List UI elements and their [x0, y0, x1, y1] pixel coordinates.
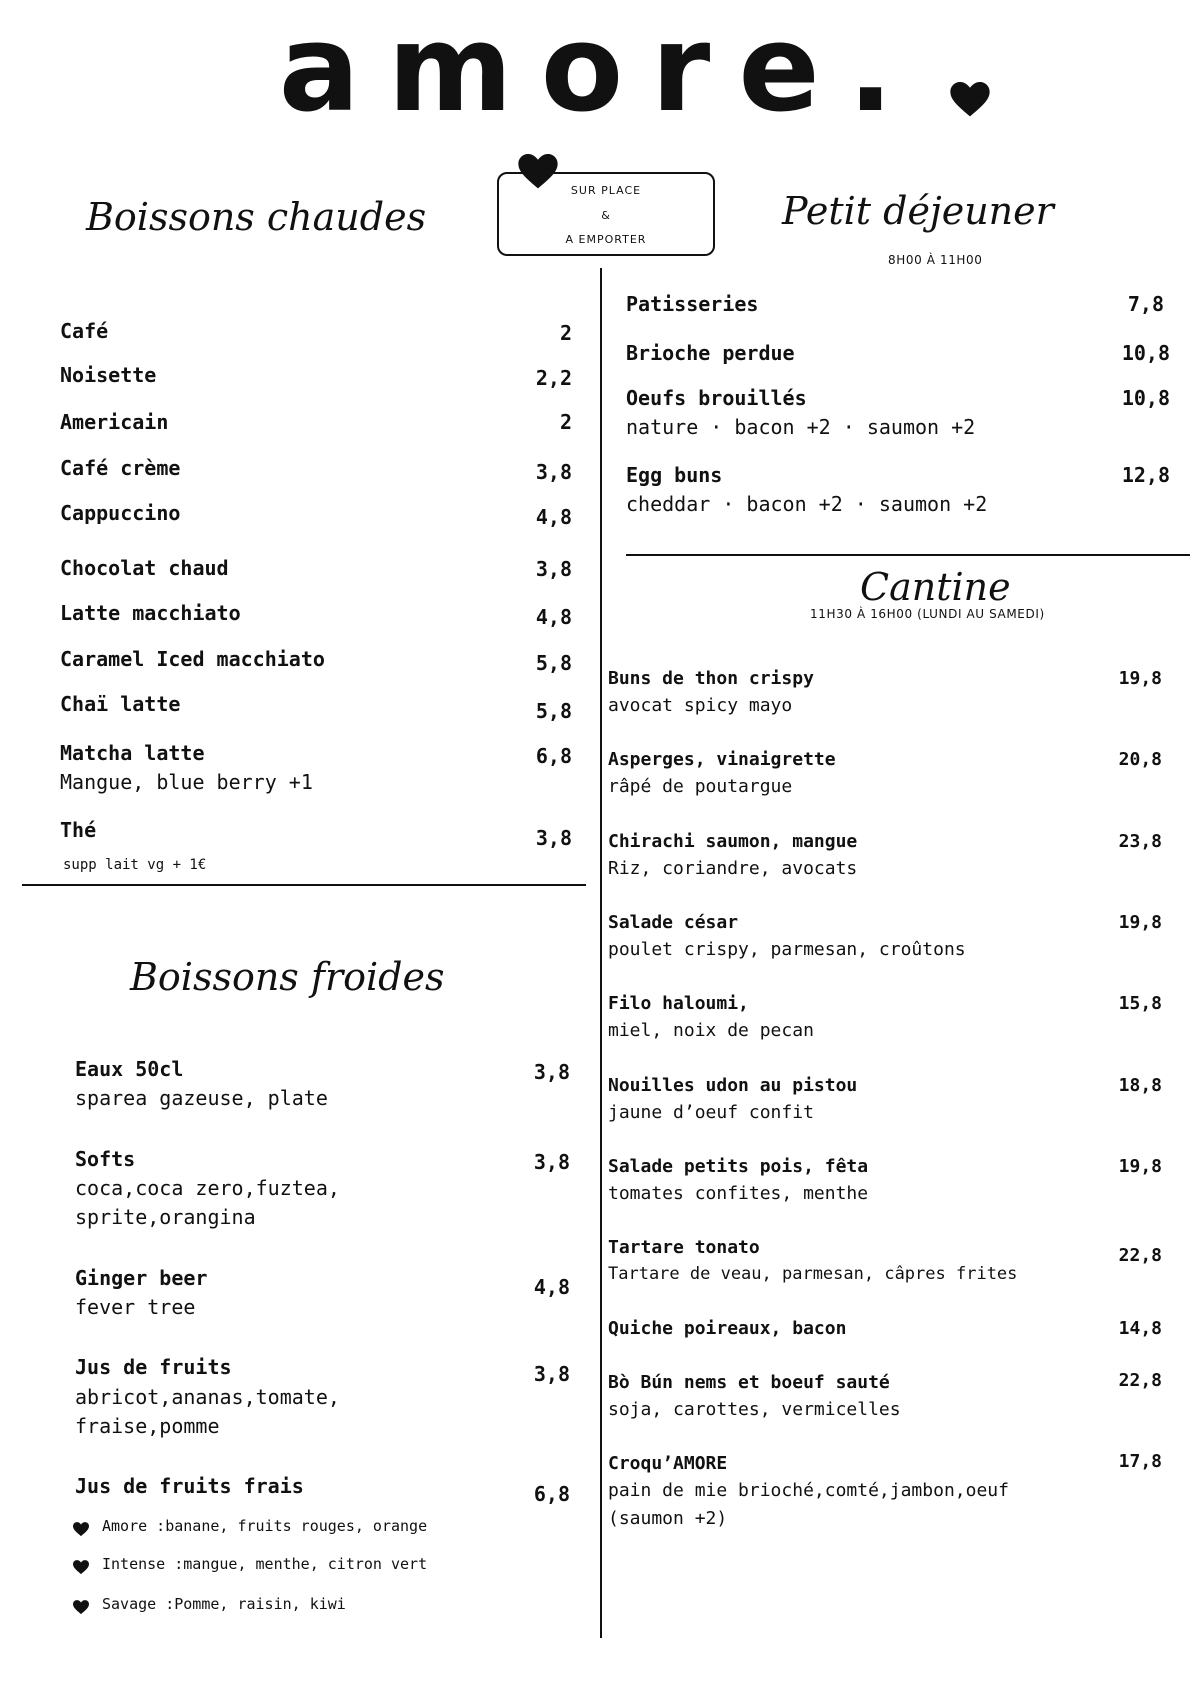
cantine-hours: 11H30 À 16H00 (LUNDI AU SAMEDI): [810, 607, 1045, 621]
cold-drinks-title: Boissons froides: [130, 955, 445, 999]
menu-item-name: Café crème: [60, 456, 181, 480]
menu-item-desc: pain de mie brioché,comté,jambon,oeuf: [608, 1480, 1009, 1501]
menu-item-price: 19,8: [1118, 1156, 1162, 1177]
menu-item-price: 10,8: [1121, 341, 1170, 365]
menu-item-price: 2,2: [535, 366, 572, 390]
menu-item-name: Eaux 50cl: [75, 1057, 184, 1081]
menu-item-price: 4,8: [535, 605, 572, 629]
menu-item-name: Bò Bún nems et boeuf sauté: [608, 1372, 890, 1393]
menu-item-desc: miel, noix de pecan: [608, 1020, 814, 1041]
menu-item-price: 19,8: [1118, 912, 1162, 933]
menu-item-name: Thé: [60, 818, 97, 842]
menu-item-name: Croqu’AMORE: [608, 1453, 728, 1474]
fresh-juice-amore: Amore :banane, fruits rouges, orange: [102, 1517, 428, 1535]
menu-item-price: 10,8: [1121, 386, 1170, 410]
menu-item-name: Jus de fruits: [75, 1355, 232, 1379]
menu-item-desc: cheddar · bacon +2 · saumon +2: [626, 492, 988, 516]
menu-item-name: Ginger beer: [75, 1266, 208, 1290]
menu-item-desc: avocat spicy mayo: [608, 695, 793, 716]
menu-item-desc: coca,coca zero,fuztea,: [75, 1176, 340, 1200]
menu-item-desc: tomates confites, menthe: [608, 1183, 869, 1204]
menu-item-price: 3,8: [533, 1060, 570, 1084]
menu-item-name: Softs: [75, 1147, 136, 1171]
menu-item-name: Brioche perdue: [626, 341, 795, 365]
menu-item-price: 4,8: [535, 505, 572, 529]
menu-item-desc: Mangue, blue berry +1: [60, 770, 313, 794]
menu-item-desc: sprite,orangina: [75, 1205, 256, 1229]
menu-item-desc: poulet crispy, parmesan, croûtons: [608, 939, 966, 960]
menu-item-name: Tartare tonato: [608, 1237, 760, 1258]
menu-item-name: Café: [60, 319, 109, 343]
heart-bullet-icon: [73, 1560, 89, 1575]
menu-item-name: Chocolat chaud: [60, 556, 229, 580]
menu-item-price: 6,8: [535, 744, 572, 768]
heart-icon: [518, 154, 558, 190]
menu-item-price: 22,8: [1118, 1370, 1162, 1391]
menu-item-name: Egg buns: [626, 463, 723, 487]
menu-item-price: 12,8: [1121, 463, 1170, 487]
menu-item-desc: fever tree: [75, 1295, 196, 1319]
hot-drinks-divider: [22, 884, 586, 886]
menu-item-desc: (saumon +2): [608, 1508, 728, 1529]
menu-item-price: 15,8: [1118, 993, 1162, 1014]
menu-item-name: Americain: [60, 410, 169, 434]
fresh-juice-savage: Savage :Pomme, raisin, kiwi: [102, 1595, 346, 1613]
badge-line-emporter: A EMPORTER: [565, 233, 647, 246]
menu-item-desc: soja, carottes, vermicelles: [608, 1399, 901, 1420]
menu-item-name: Salade césar: [608, 912, 739, 933]
menu-item-desc: fraise,pomme: [75, 1414, 220, 1438]
fresh-juice-intense: Intense :mangue, menthe, citron vert: [102, 1555, 428, 1573]
menu-item-price: 6,8: [533, 1482, 570, 1506]
menu-item-price: 2: [559, 410, 572, 434]
heart-bullet-icon: [73, 1522, 89, 1537]
menu-item-price: 2: [559, 321, 572, 345]
menu-item-name: Noisette: [60, 363, 157, 387]
menu-item-name: Oeufs brouillés: [626, 386, 807, 410]
column-divider: [600, 268, 602, 1638]
menu-item-price: 17,8: [1118, 1451, 1162, 1472]
menu-item-price: 23,8: [1118, 831, 1162, 852]
menu-item-price: 18,8: [1118, 1075, 1162, 1096]
menu-item-price: 14,8: [1118, 1318, 1162, 1339]
menu-item-price: 19,8: [1118, 668, 1162, 689]
brand-logo: amore.: [278, 0, 922, 139]
menu-item-price: 4,8: [533, 1275, 570, 1299]
menu-item-name: Cappuccino: [60, 501, 181, 525]
menu-item-desc: abricot,ananas,tomate,: [75, 1385, 340, 1409]
menu-item-price: 3,8: [535, 557, 572, 581]
plant-milk-note: supp lait vg + 1€: [63, 857, 207, 873]
hot-drinks-title: Boissons chaudes: [86, 195, 427, 239]
menu-item-name: Chirachi saumon, mangue: [608, 831, 858, 852]
menu-item-desc: râpé de poutargue: [608, 776, 793, 797]
menu-item-price: 3,8: [533, 1150, 570, 1174]
menu-item-desc: sparea gazeuse, plate: [75, 1086, 328, 1110]
menu-item-name: Patisseries: [626, 292, 759, 316]
menu-item-name: Matcha latte: [60, 741, 205, 765]
cantine-title: Cantine: [860, 565, 1011, 609]
menu-item-name: Latte macchiato: [60, 601, 241, 625]
heart-bullet-icon: [73, 1600, 89, 1615]
menu-item-name: Asperges, vinaigrette: [608, 749, 836, 770]
menu-item-name: Caramel Iced macchiato: [60, 647, 325, 671]
menu-item-name: Jus de fruits frais: [75, 1474, 304, 1498]
menu-item-desc: Riz, coriandre, avocats: [608, 858, 858, 879]
breakfast-title: Petit déjeuner: [782, 189, 1054, 233]
breakfast-hours: 8H00 À 11H00: [888, 253, 983, 267]
menu-item-price: 20,8: [1118, 749, 1162, 770]
heart-icon: [950, 82, 990, 118]
menu-item-price: 7,8: [1127, 292, 1164, 316]
menu-item-name: Chaï latte: [60, 692, 181, 716]
menu-item-desc: Tartare de veau, parmesan, câpres frites: [608, 1264, 1018, 1284]
menu-item-desc: nature · bacon +2 · saumon +2: [626, 415, 976, 439]
breakfast-divider: [626, 554, 1190, 556]
menu-item-name: Salade petits pois, fêta: [608, 1156, 869, 1177]
menu-item-price: 5,8: [535, 699, 572, 723]
menu-item-name: Buns de thon crispy: [608, 668, 814, 689]
menu-item-price: 5,8: [535, 651, 572, 675]
badge-line-sur-place: SUR PLACE: [570, 184, 642, 197]
menu-item-price: 3,8: [533, 1362, 570, 1386]
menu-item-name: Nouilles udon au pistou: [608, 1075, 858, 1096]
menu-item-name: Filo haloumi,: [608, 993, 749, 1014]
menu-item-desc: jaune d’oeuf confit: [608, 1102, 814, 1123]
menu-item-price: 22,8: [1118, 1245, 1162, 1266]
menu-item-price: 3,8: [535, 826, 572, 850]
menu-item-name: Quiche poireaux, bacon: [608, 1318, 847, 1339]
menu-item-price: 3,8: [535, 460, 572, 484]
badge-line-and: &: [601, 209, 611, 222]
